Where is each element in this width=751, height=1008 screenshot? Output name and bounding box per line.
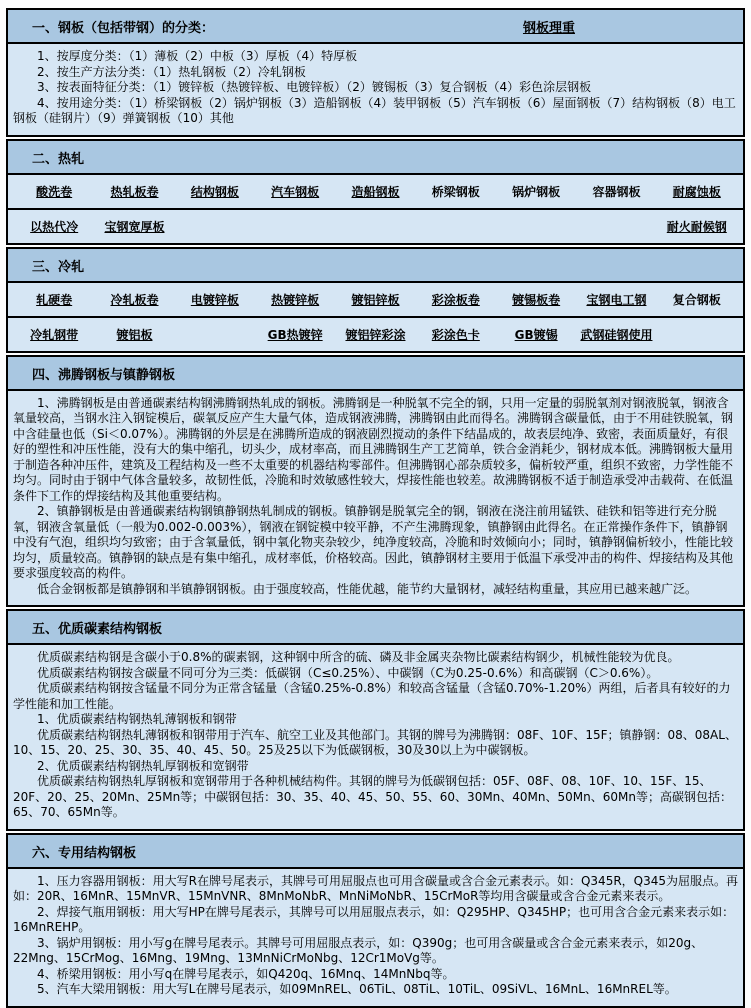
- paragraph-thin-plate-detail: 优质碳素结构钢热轧薄钢板和钢带用于汽车、航空工业及其他部门。其钢的牌号为沸腾钢：08F、10F、15F；镇静钢：08、08AL、10、15、20、25、30、35、40、45、50。25及25以下为低碳钢板，30及30以上为中碳钢板。: [13, 727, 737, 757]
- link-cell: [255, 291, 335, 308]
- link-corrosion-resistant-plate[interactable]: 耐腐蚀板: [672, 184, 721, 199]
- link-electro-galvanized[interactable]: 电镀锌板: [190, 292, 239, 307]
- link-galvalume[interactable]: 镀铝锌板: [351, 292, 400, 307]
- link-gb-tinplate[interactable]: GB镀锡: [514, 327, 558, 342]
- link-auto-plate[interactable]: 汽车钢板: [271, 184, 320, 199]
- paragraph-manganese-groups: 优质碳素结构钢按含锰量不同分为正常含锰量（含锰0.25%-0.8%）和较高含锰量（含锰0.70%-1.20%）两组，后者具有较好的力学性能和加工性能。: [13, 681, 731, 711]
- link-color-coated-coil[interactable]: 彩涂板卷: [431, 292, 480, 307]
- section-classification-body: [8, 44, 743, 135]
- link-cell: [94, 326, 174, 343]
- section-special-structural-title: 六、专用结构钢板: [32, 845, 137, 861]
- section-rimmed-killed-title: 四、沸腾钢板与镇静钢板: [32, 367, 176, 383]
- paragraph-thick-plate-detail: 优质碳素结构钢热轧厚钢板和宽钢带用于各种机械结构件。其钢的牌号为低碳钢包括：05F、08F、08、10F、10、15F、15、20F、20、25、20Mn、25Mn等；中碳钢包括：30、35、40、45、50、55、60、30Mn、40Mn、50Mn、60Mn等；高碳钢包括：65、70、65Mn等。: [13, 774, 732, 819]
- section-quality-carbon-title: 五、优质碳素结构钢板: [32, 622, 163, 637]
- link-cell-empty: [576, 218, 656, 235]
- link-cell: [175, 183, 255, 200]
- section-quality-carbon-body: [8, 645, 743, 829]
- link-wisco-silicon-steel-usage[interactable]: 武钢硅钢使用: [580, 327, 653, 342]
- link-cell: [94, 291, 174, 308]
- link-cell: [657, 183, 737, 200]
- link-gb-hot-dip-galvanized[interactable]: GB热镀锌: [267, 327, 323, 342]
- link-hot-rolled-coil[interactable]: 热轧板卷: [110, 184, 159, 199]
- cold-rolled-link-row-1: [8, 283, 743, 316]
- paragraph-rimmed-steel: 1、沸腾钢板是由普通碳素结构钢沸腾钢热轧成的钢板。沸腾钢是一种脱氧不完全的钢，只用一定量的弱脱氧剂对钢液脱氧，钢液含氧量较高，当钢水注入钢锭模后，碳氧反应产生大量气体，造成钢液沸腾，沸腾钢由此而得名。沸腾钢含碳量低，由于不用硅铁脱氧，钢中含硅量也低（Si＜0.07%）。沸腾钢的外层是在沸腾所造成的钢液剧烈搅动的条件下结晶成的，故表层纯净、致密，表面质量好，有很好的塑性和冲压性能，没有大的集中缩孔，切头少，成材率高，而且沸腾钢生产工艺简单，铁合金消耗少，钢材成本低。沸腾钢板大量用于制造各种冲压件，建筑及工程结构及一些不太重要的机器结构零部件。但沸腾钢心部杂质较多，偏析较严重，组织不致密，力学性能不均匀。同时由于钢中气体含量较多，故韧性低，冷脆和时效敏感性较大，焊接性能也较差。故沸腾钢板不适于制造承受冲击载荷、在低温条件下工作的焊接结构及其他重要结构。: [13, 395, 734, 503]
- link-cell: [576, 291, 656, 308]
- link-cell: [175, 291, 255, 308]
- link-cell: [335, 291, 415, 308]
- section-special-structural-steel: [6, 833, 745, 1008]
- section-rimmed-killed-body: [8, 391, 743, 606]
- classification-item-thickness: 1、按厚度分类：（1）薄板（2）中板（3）厚板（4）特厚板: [37, 49, 358, 63]
- paragraph-carbon-intro: 优质碳素结构钢是含碳小于0.8%的碳素钢，这种钢中所含的硫、磷及非金属夹杂物比碳素结构钢少，机械性能较为优良。: [37, 650, 680, 664]
- link-cell: [335, 183, 415, 200]
- link-cell: [14, 218, 94, 235]
- link-cell: [14, 326, 94, 343]
- classification-item-surface: 3、按表面特征分类：（1）镀锌板（热镀锌板、电镀锌板）（2）镀锡板（3）复合钢板（4）彩色涂层钢板: [37, 80, 592, 94]
- section-cold-rolled-header: [8, 249, 743, 283]
- link-hot-for-cold[interactable]: 以热代冷: [30, 219, 79, 234]
- cold-rolled-link-row-2: [8, 316, 743, 351]
- link-cell-empty: [175, 218, 255, 235]
- link-cell: [657, 218, 737, 235]
- section-rimmed-killed-header: [8, 357, 743, 391]
- link-cold-rolled-coil[interactable]: 冷轧板卷: [110, 292, 159, 307]
- paragraph-killed-steel: 2、镇静钢板是由普通碳素结构钢镇静钢热轧制成的钢板。镇静钢是脱氧完全的钢，钢液在浇注前用锰铁、硅铁和铝等进行充分脱氧，钢液含氧量低（一般为0.002-0.003%），钢液在钢锭模中较平静，不产生沸腾现象，镇静钢由此得名。在正常操作条件下，镇静钢中没有气泡，组织均匀致密；由于含氧量低，钢中氧化物夹杂较少，纯净度较高，冷脆和时效倾向小；同时，镇静钢偏析较小，性能比较均匀，质量较高。镇静钢的缺点是有集中缩孔，成材率低，价格较高。因此，镇静钢材主要用于低温下承受冲击的构件、焊接结构及其他要求强度较高的构件。: [13, 504, 734, 580]
- section-hot-rolled-title: 二、热轧: [32, 151, 85, 167]
- link-cell: [14, 183, 94, 200]
- link-baosteel-electrical-steel[interactable]: 宝钢电工钢: [586, 292, 647, 307]
- section-quality-carbon-steel: [6, 609, 745, 831]
- link-cell-empty: [416, 218, 496, 235]
- paragraph-carbon-classes: 优质碳素结构钢按含碳量不同可分为三类：低碳钢（C≤0.25%）、中碳钢（C为0.25-0.6%）和高碳钢（C＞0.6%）。: [37, 665, 659, 680]
- paragraph-auto-beam-plate: 5、汽车大梁用钢板：用大写L在牌号尾表示，如09MnREL、06TiL、08TiL、10TiL、09SiVL、16MnL、16MnREL等。: [37, 982, 677, 996]
- link-cell: [255, 183, 335, 200]
- classification-item-usage: 4、按用途分类：（1）桥梁钢板（2）锅炉钢板（3）造船钢板（4）装甲钢板（5）汽车钢板（6）屋面钢板（7）结构钢板（8）电工钢板（硅钢片）（9）弹簧钢板（10）其他: [13, 95, 736, 125]
- link-fire-weather-resistant-steel[interactable]: 耐火耐候钢: [666, 219, 727, 234]
- link-cell: [14, 291, 94, 308]
- section-classification: [6, 8, 745, 137]
- plate-weight-link[interactable]: 钢板理重: [522, 21, 575, 36]
- hot-rolled-link-row-1: [8, 175, 743, 208]
- link-cell-empty: [335, 218, 415, 235]
- link-cell: [576, 183, 656, 200]
- link-full-hard-coil[interactable]: 轧硬卷: [36, 292, 73, 307]
- link-aluminized-plate[interactable]: 镀铝板: [116, 327, 153, 342]
- section-classification-header: [8, 10, 743, 44]
- section-classification-title: 一、钢板（包括带钢）的分类：: [32, 21, 215, 36]
- section-special-structural-body: [8, 869, 743, 1006]
- paragraph-thick-plate-heading: 2、优质碳素结构钢热轧厚钢板和宽钢带: [37, 758, 249, 773]
- paragraph-boiler-plate: 3、锅炉用钢板：用小写g在牌号尾表示。其牌号可用屈服点表示，如：Q390g；也可用含碳量或含合金元素来表示，如20g、22Mng、15CrMog、16Mng、19Mng、13MnNiCrMoNbg、12Cr1MoVg等。: [13, 935, 704, 965]
- section-cold-rolled: [6, 247, 745, 353]
- link-cell: [416, 183, 496, 200]
- link-color-card[interactable]: 彩涂色卡: [431, 327, 480, 342]
- link-cell: [94, 183, 174, 200]
- link-cell: [496, 326, 576, 343]
- link-shipbuilding-plate[interactable]: 造船钢板: [351, 184, 400, 199]
- link-tinplate-coil[interactable]: 镀锡板卷: [512, 292, 561, 307]
- section-cold-rolled-title: 三、冷轧: [32, 259, 85, 275]
- link-cell-empty: [175, 326, 255, 343]
- section-hot-rolled-header: [8, 141, 743, 175]
- link-cell: [496, 183, 576, 200]
- link-baosteel-wide-heavy-plate[interactable]: 宝钢宽厚板: [104, 219, 165, 234]
- section-quality-carbon-header: [8, 611, 743, 645]
- link-cell-empty: [657, 326, 737, 343]
- label-clad-plate: 复合钢板: [672, 292, 721, 307]
- label-vessel-plate: 容器钢板: [592, 184, 641, 199]
- paragraph-thin-plate-heading: 1、优质碳素结构钢热轧薄钢板和钢带: [37, 712, 237, 726]
- paragraph-bridge-plate: 4、桥梁用钢板：用小写q在牌号尾表示，如Q420q、16Mnq、14MnNbq等。: [37, 966, 455, 981]
- paragraph-low-alloy: 低合金钢板都是镇静钢和半镇静钢钢板。由于强度较高，性能优越，能节约大量钢材，减轻结构重量，其应用已越来越广泛。: [37, 581, 698, 596]
- link-cell: [94, 218, 174, 235]
- paragraph-welded-cylinder: 2、焊接气瓶用钢板：用大写HP在牌号尾表示，其牌号可以用屈服点表示，如：Q295HP、Q345HP；也可用含合金元素来表示如：16MnREHP。: [13, 904, 735, 934]
- link-cell-empty: [255, 218, 335, 235]
- link-cell: [576, 326, 656, 343]
- label-boiler-plate: 锅炉钢板: [512, 184, 561, 199]
- link-cell: [416, 291, 496, 308]
- classification-item-production: 2、按生产方法分类：（1）热轧钢板（2）冷轧钢板: [37, 64, 306, 79]
- link-cell: [657, 291, 737, 308]
- link-pickled-coil[interactable]: 酸洗卷: [36, 184, 73, 199]
- link-structural-plate[interactable]: 结构钢板: [190, 184, 239, 199]
- link-cold-rolled-strip[interactable]: 冷轧钢带: [30, 327, 79, 342]
- link-hot-dip-galvanized[interactable]: 热镀锌板: [271, 292, 320, 307]
- link-cell: [335, 326, 415, 343]
- link-cell-empty: [496, 218, 576, 235]
- link-galvalume-color-coated[interactable]: 镀铝锌彩涂: [345, 327, 406, 342]
- link-cell: [416, 326, 496, 343]
- hot-rolled-link-row-2: [8, 208, 743, 243]
- link-cell: [496, 291, 576, 308]
- link-cell: [255, 326, 335, 343]
- section-special-structural-header: [8, 835, 743, 869]
- section-rimmed-killed-steel: [6, 355, 745, 608]
- section-hot-rolled: [6, 139, 745, 245]
- paragraph-pressure-vessel: 1、压力容器用钢板：用大写R在牌号尾表示，其牌号可用屈服点也可用含碳量或含合金元素表示。如：Q345R，Q345为屈服点。再如：20R、16MnR、15MnVR、15MnVNR、8MnMoNbR、MnNiMoNbR、15CrMoR等均用含碳量或含合金元素来表示。: [13, 873, 739, 903]
- label-bridge-plate: 桥梁钢板: [431, 184, 480, 199]
